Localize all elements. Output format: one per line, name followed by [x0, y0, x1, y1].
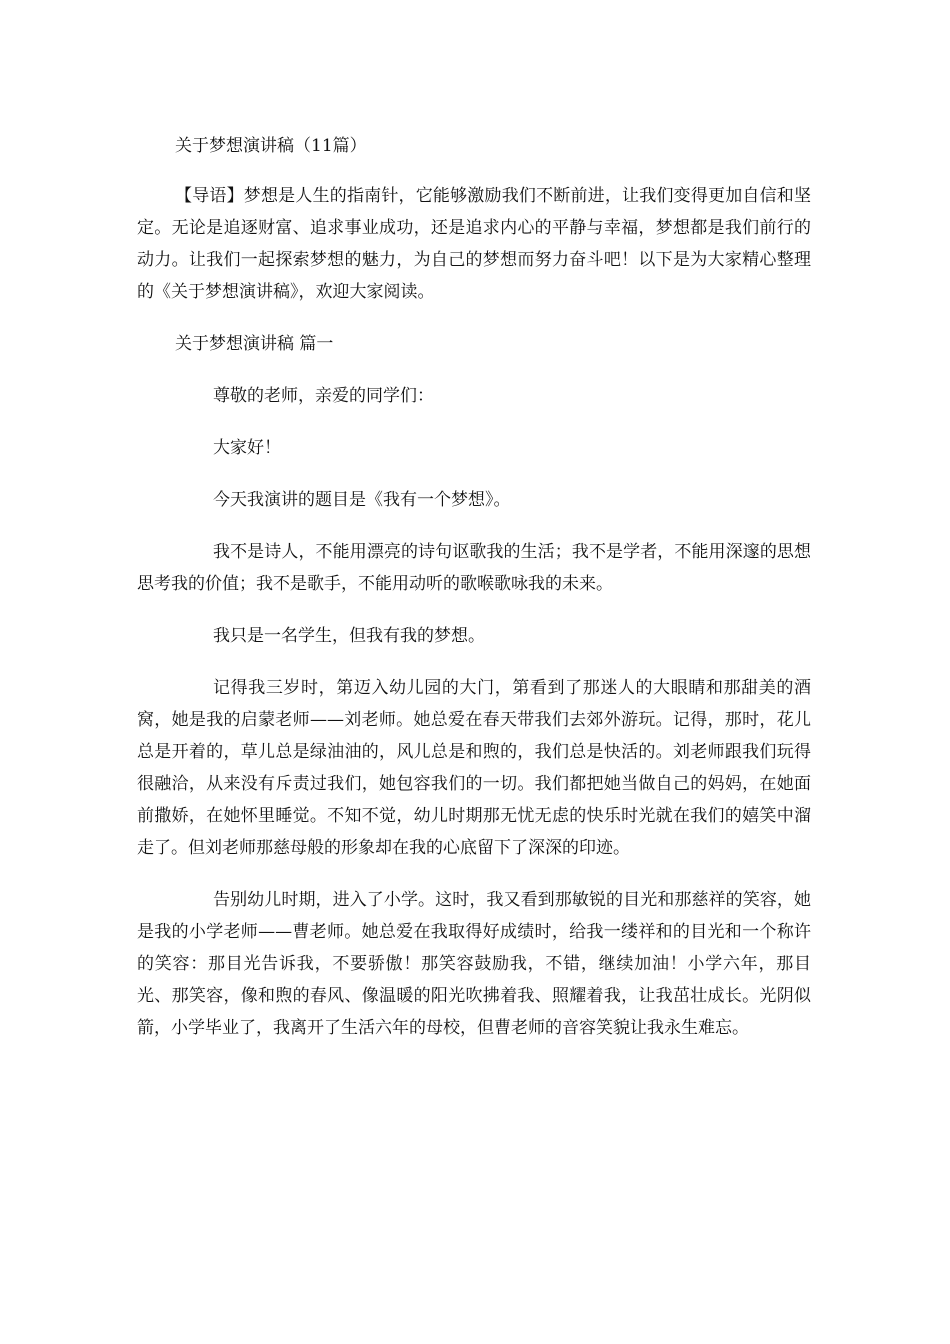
body-paragraph: 记得我三岁时，第迈入幼儿园的大门，第看到了那迷人的大眼睛和那甜美的酒窝，她是我的启蒙老师——刘老师。她总爱在春天带我们去郊外游玩。记得，那时，花儿总是开着的，草儿总是绿油油的，风儿总是和煦的，我们总是快活的。刘老师跟我们玩得很融洽，从来没有斥责过我们，她包容我们的一切。我们都把她当做自己的妈妈，在她面前撒娇，在她怀里睡觉。不知不觉，幼儿时期那无忧无虑的快乐时光就在我们的嬉笑中溜走了。但刘老师那慈母般的形象却在我的心底留下了深深的印迹。	[137, 678, 811, 858]
body-paragraph: 我不是诗人，不能用漂亮的诗句讴歌我的生活；我不是学者，不能用深邃的思想思考我的价值；我不是歌手，不能用动听的歌喉歌咏我的未来。	[137, 542, 811, 594]
salutation-paragraph: 尊敬的老师，亲爱的同学们：	[213, 386, 434, 406]
section-title: 关于梦想演讲稿 篇一	[175, 334, 334, 354]
document-page	[137, 130, 811, 1064]
topic-paragraph: 今天我演讲的题目是《我有一个梦想》。	[213, 490, 511, 510]
body-paragraph: 我只是一名学生，但我有我的梦想。	[213, 626, 485, 646]
document-title: 关于梦想演讲稿（11篇）	[175, 136, 367, 156]
intro-paragraph: 【导语】梦想是人生的指南针，它能够激励我们不断前进，让我们变得更加自信和坚定。无论是追逐财富、追求事业成功，还是追求内心的平静与幸福，梦想都是我们前行的动力。让我们一起探索梦想的魅力，为自己的梦想而努力奋斗吧！以下是为大家精心整理的《关于梦想演讲稿》，欢迎大家阅读。	[137, 186, 811, 302]
greeting-paragraph: 大家好！	[213, 438, 281, 458]
body-paragraph: 告别幼儿时期，进入了小学。这时，我又看到那敏锐的目光和那慈祥的笑容，她是我的小学老师——曹老师。她总爱在我取得好成绩时，给我一缕祥和的目光和一个称许的笑容：那目光告诉我，不要骄傲！那笑容鼓励我，不错，继续加油！小学六年，那目光、那笑容，像和煦的春风、像温暖的阳光吹拂着我、照耀着我，让我茁壮成长。光阴似箭，小学毕业了，我离开了生活六年的母校，但曹老师的音容笑貌让我永生难忘。	[137, 890, 811, 1038]
